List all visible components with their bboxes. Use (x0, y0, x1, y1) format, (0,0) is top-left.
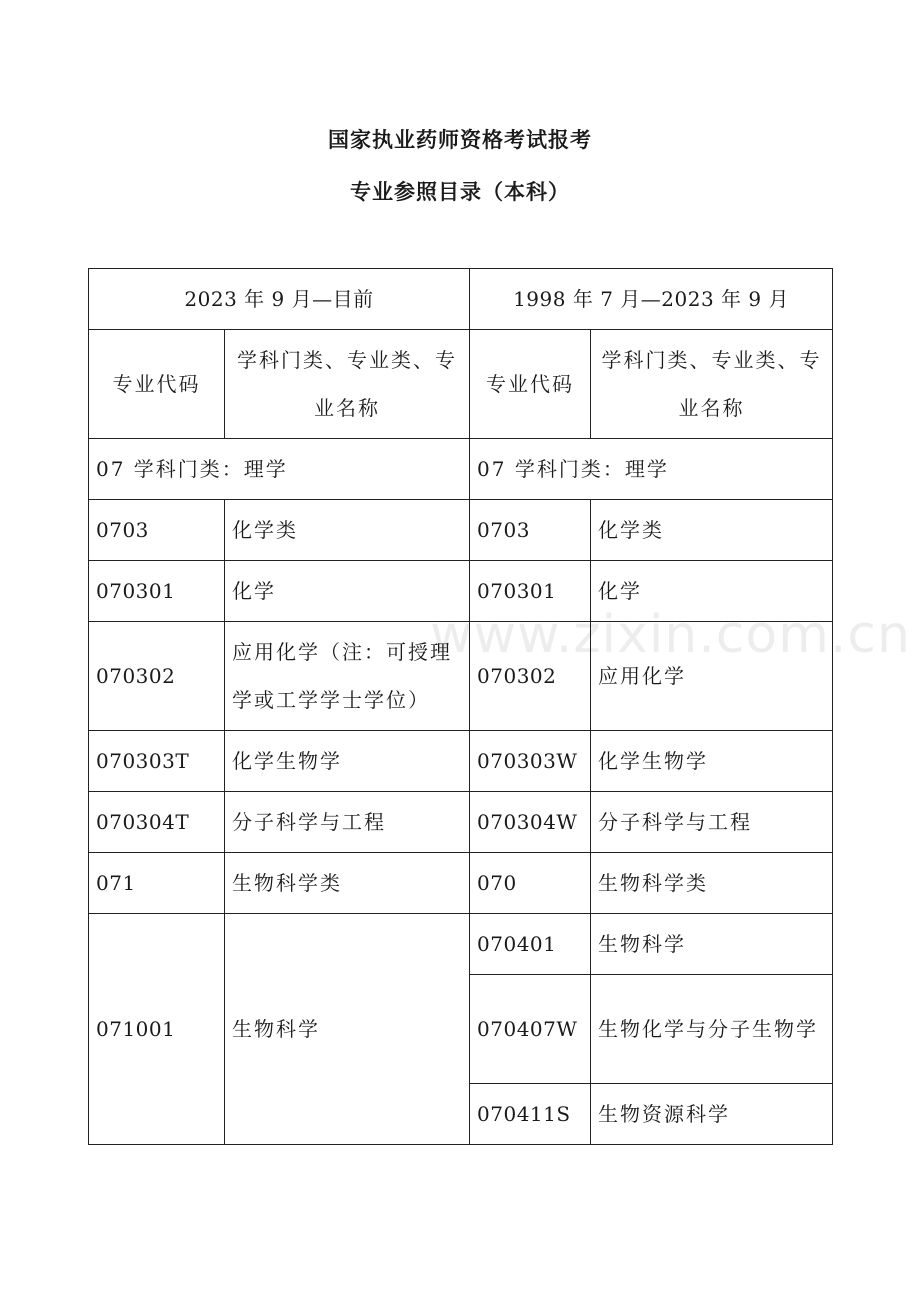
old-code-cell: 070301 (470, 561, 591, 622)
document-title-line2: 专业参照目录（本科） (350, 180, 570, 204)
old-code-cell: 0703 (470, 500, 591, 561)
new-code-cell-merged: 071001 (89, 914, 225, 1145)
name-header-old: 学科门类、专业类、专业名称 (591, 330, 833, 439)
table-row (89, 792, 833, 853)
old-code-cell: 070302 (470, 622, 591, 731)
period-old-header: 1998 年 7 月—2023 年 9 月 (470, 269, 833, 330)
new-code-cell: 070301 (89, 561, 225, 622)
old-name-cell: 生物化学与分子生物学 (591, 975, 833, 1084)
period-header-row (89, 269, 833, 330)
old-code-cell: 070304W (470, 792, 591, 853)
new-code-cell: 0703 (89, 500, 225, 561)
category-new: 07 学科门类：理学 (89, 439, 470, 500)
new-name-cell: 化学 (225, 561, 470, 622)
new-name-cell: 化学类 (225, 500, 470, 561)
old-code-cell: 070401 (470, 914, 591, 975)
old-name-cell: 分子科学与工程 (591, 792, 833, 853)
old-name-cell: 化学类 (591, 500, 833, 561)
old-code-cell: 070303W (470, 731, 591, 792)
new-code-cell: 070304T (89, 792, 225, 853)
new-name-cell: 生物科学类 (225, 853, 470, 914)
table-row (89, 914, 833, 975)
table-row (89, 731, 833, 792)
new-name-cell: 分子科学与工程 (225, 792, 470, 853)
old-name-cell: 生物科学 (591, 914, 833, 975)
column-header-row (89, 330, 833, 439)
new-code-cell: 070303T (89, 731, 225, 792)
table-row (89, 561, 833, 622)
old-code-cell: 070411S (470, 1084, 591, 1145)
code-header-old: 专业代码 (470, 330, 591, 439)
category-row (89, 439, 833, 500)
new-name-cell: 化学生物学 (225, 731, 470, 792)
old-name-cell: 化学 (591, 561, 833, 622)
table-row (89, 622, 833, 731)
new-code-cell: 070302 (89, 622, 225, 731)
old-name-cell: 生物资源科学 (591, 1084, 833, 1145)
major-reference-table (88, 268, 833, 1145)
table-row (89, 853, 833, 914)
watermark: www.zixin.com.cn (430, 605, 911, 665)
document-title-line1: 国家执业药师资格考试报考 (328, 128, 592, 152)
new-code-cell: 071 (89, 853, 225, 914)
old-code-cell: 070407W (470, 975, 591, 1084)
name-header-new: 学科门类、专业类、专业名称 (225, 330, 470, 439)
new-name-cell-merged: 生物科学 (225, 914, 470, 1145)
old-name-cell: 应用化学 (591, 622, 833, 731)
category-old: 07 学科门类：理学 (470, 439, 833, 500)
old-name-cell: 生物科学类 (591, 853, 833, 914)
old-name-cell: 化学生物学 (591, 731, 833, 792)
table-row (89, 500, 833, 561)
period-new-header: 2023 年 9 月—目前 (89, 269, 470, 330)
new-name-cell: 应用化学（注：可授理学或工学学士学位） (225, 622, 470, 731)
old-code-cell: 070 (470, 853, 591, 914)
code-header-new: 专业代码 (89, 330, 225, 439)
